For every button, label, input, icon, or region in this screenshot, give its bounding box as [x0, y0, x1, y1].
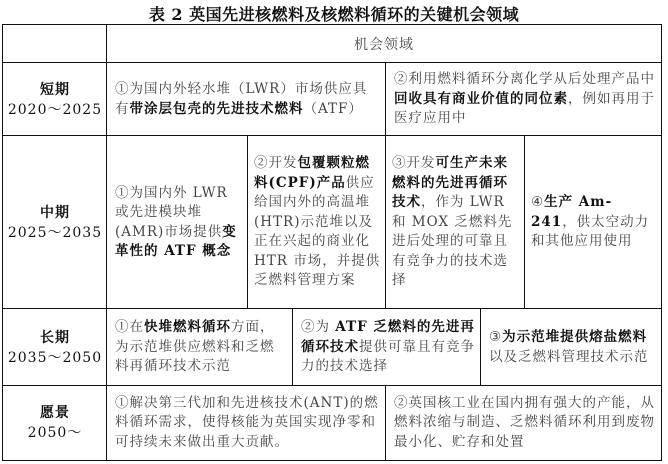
text-bold: ATF 乏燃料的先进再循环技术: [301, 319, 475, 355]
text-normal: ②利用燃料循环分离化学从后处理产品中: [394, 71, 655, 88]
text-bold: 生产 Am-241: [531, 194, 613, 230]
text-normal: ④: [531, 194, 545, 211]
period-name: 中期: [39, 204, 70, 221]
text-normal: ，供太空动力和其他应用使用: [531, 213, 650, 250]
text-bold: 回收具有商业价值的同位素: [394, 90, 568, 107]
opportunity-cell: [247, 135, 387, 310]
period-cell-vision: [2, 385, 108, 461]
text-normal: ，作为 LWR 和 MOX 乏燃料先进后处理的可靠且有竞争力的技术选择: [392, 194, 513, 289]
header-corner-cell: [2, 24, 108, 64]
period-cell-long: [2, 308, 108, 387]
text-normal: ③开发: [392, 155, 436, 172]
text-normal: （ATF）: [303, 100, 363, 117]
text-bold: 带涂层包壳的先进技术燃料: [129, 100, 304, 117]
period-cell-short: [2, 62, 108, 137]
text-normal: ①为国内外 LWR 或先进模块堆(AMR)市场提供: [115, 184, 228, 240]
text-bold: 为示范堆提供熔盐燃料: [502, 329, 648, 345]
opportunity-cell: [106, 385, 387, 461]
period-years: 2020～2025: [7, 101, 103, 118]
text-bold: 快堆燃料循环: [144, 319, 231, 336]
header-opportunity-cell: [106, 24, 662, 64]
period-years: 2025～2035: [7, 224, 103, 241]
header-opportunity-label: 机会领域: [354, 37, 414, 53]
period-name: 长期: [39, 329, 70, 346]
text-normal: ③: [489, 329, 503, 345]
period-years: 2050～: [27, 425, 83, 441]
text-normal: ①解决第三代加和先进核技术(ANT)的燃料循环需求，使得核能为英国实现净零和可持续未来做出重大贡献。: [115, 394, 379, 450]
opportunity-cell: [106, 62, 387, 137]
text-bold: 包覆颗粒燃料(CPF)产品: [254, 155, 370, 191]
period-years: 2035～2050: [7, 349, 103, 366]
opportunity-cell: [106, 308, 294, 387]
text-normal: 供应给国内外的高温堆(HTR)示范堆以及正在兴起的商业化 HTR 市场，并提供乏燃料管理方案: [254, 174, 381, 289]
text-bold: 可生产未来燃料的先进再循环技术: [392, 155, 508, 211]
text-normal: ②英国核工业在国内拥有强大的产能，从燃料浓缩与制造、乏燃料循环利用到废物最小化、贮存和处置: [394, 394, 655, 450]
opportunity-cell: [385, 135, 526, 310]
opportunity-cell: [292, 308, 482, 387]
text-normal: 提供可靠且有竞争力的技术选择: [301, 338, 475, 375]
text-normal: ②开发: [254, 155, 298, 172]
opportunity-cell: [385, 62, 662, 137]
table-title: 表 2 英国先进核燃料及核燃料循环的关键机会领域: [148, 5, 520, 24]
text-normal: 以及乏燃料管理技术示范: [489, 348, 649, 365]
text-normal: ②为: [301, 319, 336, 336]
opportunity-cell: [385, 385, 662, 461]
text-normal: ①在: [115, 319, 144, 336]
text-normal: 方面，为示范堆供应燃料和乏燃料再循环技术示范: [115, 319, 275, 375]
opportunity-cell: [480, 308, 662, 387]
text-normal: ①为国内外轻水堆（LWR）市场供应具有: [115, 81, 368, 117]
period-cell-mid: [2, 135, 108, 310]
opportunity-cell: [106, 135, 249, 310]
text-normal: ，例如再用于医疗应用中: [394, 90, 655, 127]
period-name: 短期: [39, 81, 70, 98]
period-name: 愿景: [39, 405, 70, 421]
text-bold: 变革性的 ATF 概念: [115, 223, 237, 259]
opportunity-cell: [524, 135, 662, 310]
